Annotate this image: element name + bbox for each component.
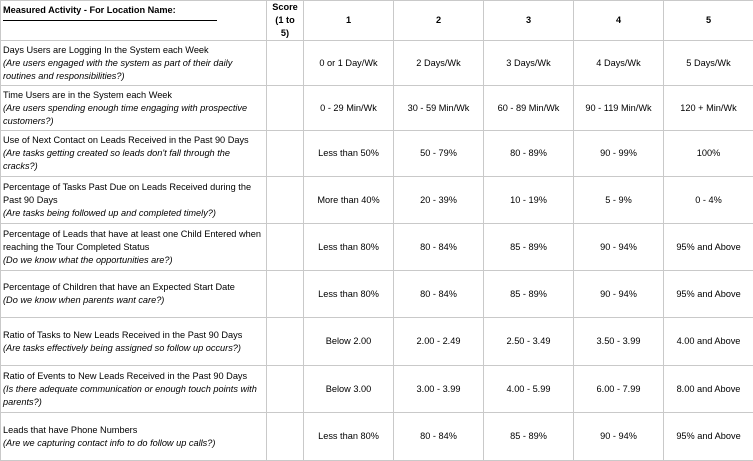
table-row xyxy=(1,224,753,271)
level-2-cell: 80 - 84% xyxy=(394,271,484,318)
score-cell[interactable] xyxy=(267,41,304,86)
level-3-cell: 85 - 89% xyxy=(484,413,574,461)
level-5-cell: 120 + Min/Wk xyxy=(664,86,753,131)
level-1-cell: Less than 80% xyxy=(304,413,394,461)
measure-question: (Are tasks effectively being assigned so follow up occurs?) xyxy=(3,342,262,355)
score-header-cell xyxy=(267,1,304,41)
header-row xyxy=(1,1,753,41)
level-1-cell: Less than 50% xyxy=(304,131,394,177)
level-3-cell: 80 - 89% xyxy=(484,131,574,177)
level-4-header: 4 xyxy=(574,1,664,41)
level-1-cell: Less than 80% xyxy=(304,271,394,318)
level-3-cell: 10 - 19% xyxy=(484,177,574,224)
score-cell[interactable] xyxy=(267,413,304,461)
level-4-cell: 5 - 9% xyxy=(574,177,664,224)
measure-title: Ratio of Events to New Leads Received in the Past 90 Days xyxy=(3,370,262,383)
measure-question: (Are users engaged with the system as part of their daily routines and responsibilities?) xyxy=(3,57,262,83)
measure-question: (Are tasks getting created so leads don't fall through the cracks?) xyxy=(3,147,262,173)
measure-title: Time Users are in the System each Week xyxy=(3,89,262,102)
score-cell[interactable] xyxy=(267,177,304,224)
measure-cell xyxy=(1,41,267,86)
level-4-cell: 4 Days/Wk xyxy=(574,41,664,86)
level-4-cell: 90 - 119 Min/Wk xyxy=(574,86,664,131)
score-cell[interactable] xyxy=(267,224,304,271)
level-3-cell: 2.50 - 3.49 xyxy=(484,318,574,366)
level-4-cell: 90 - 94% xyxy=(574,271,664,318)
measure-cell xyxy=(1,366,267,413)
level-2-cell: 80 - 84% xyxy=(394,413,484,461)
level-5-header: 5 xyxy=(664,1,753,41)
measure-cell xyxy=(1,413,267,461)
level-2-cell: 3.00 - 3.99 xyxy=(394,366,484,413)
level-2-cell: 30 - 59 Min/Wk xyxy=(394,86,484,131)
level-1-cell: 0 or 1 Day/Wk xyxy=(304,41,394,86)
measure-title: Days Users are Logging In the System each Week xyxy=(3,44,262,57)
measure-question: (Do we know when parents want care?) xyxy=(3,294,262,307)
table-row xyxy=(1,177,753,224)
level-2-cell: 20 - 39% xyxy=(394,177,484,224)
table-row xyxy=(1,131,753,177)
level-3-cell: 3 Days/Wk xyxy=(484,41,574,86)
measured-activity-header: Measured Activity - For Location Name: xyxy=(3,4,217,21)
score-cell[interactable] xyxy=(267,318,304,366)
score-cell[interactable] xyxy=(267,271,304,318)
level-4-cell: 6.00 - 7.99 xyxy=(574,366,664,413)
measure-question: (Do we know what the opportunities are?) xyxy=(3,254,262,267)
measure-question: (Are users spending enough time engaging with prospective customers?) xyxy=(3,102,262,128)
level-2-header: 2 xyxy=(394,1,484,41)
level-5-cell: 4.00 and Above xyxy=(664,318,753,366)
level-4-cell: 90 - 94% xyxy=(574,224,664,271)
level-3-header: 3 xyxy=(484,1,574,41)
measure-title: Use of Next Contact on Leads Received in the Past 90 Days xyxy=(3,134,262,147)
score-cell[interactable] xyxy=(267,86,304,131)
level-3-cell: 85 - 89% xyxy=(484,224,574,271)
level-1-cell: More than 40% xyxy=(304,177,394,224)
level-1-cell: Below 3.00 xyxy=(304,366,394,413)
measure-cell xyxy=(1,271,267,318)
level-1-cell: 0 - 29 Min/Wk xyxy=(304,86,394,131)
level-5-cell: 8.00 and Above xyxy=(664,366,753,413)
level-2-cell: 2.00 - 2.49 xyxy=(394,318,484,366)
level-5-cell: 0 - 4% xyxy=(664,177,753,224)
level-5-cell: 5 Days/Wk xyxy=(664,41,753,86)
table-row xyxy=(1,318,753,366)
table-row xyxy=(1,86,753,131)
level-4-cell: 90 - 99% xyxy=(574,131,664,177)
measure-question: (Is there adequate communication or enough touch points with parents?) xyxy=(3,383,262,409)
level-1-cell: Less than 80% xyxy=(304,224,394,271)
level-5-cell: 95% and Above xyxy=(664,413,753,461)
level-4-cell: 3.50 - 3.99 xyxy=(574,318,664,366)
score-header: Score (1 to 5) xyxy=(271,1,299,40)
table-row xyxy=(1,413,753,461)
level-2-cell: 50 - 79% xyxy=(394,131,484,177)
measure-question: (Are we capturing contact info to do follow up calls?) xyxy=(3,437,262,450)
level-2-cell: 80 - 84% xyxy=(394,224,484,271)
measure-question: (Are tasks being followed up and completed timely?) xyxy=(3,207,262,220)
measure-title: Ratio of Tasks to New Leads Received in the Past 90 Days xyxy=(3,329,262,342)
measure-title: Leads that have Phone Numbers xyxy=(3,424,262,437)
level-4-cell: 90 - 94% xyxy=(574,413,664,461)
measure-title: Percentage of Leads that have at least one Child Entered when reaching the Tour Completed Status xyxy=(3,228,262,254)
table-row xyxy=(1,366,753,413)
measure-cell xyxy=(1,86,267,131)
measure-cell xyxy=(1,131,267,177)
table-row xyxy=(1,41,753,86)
measure-cell xyxy=(1,224,267,271)
level-5-cell: 100% xyxy=(664,131,753,177)
level-5-cell: 95% and Above xyxy=(664,224,753,271)
level-1-header: 1 xyxy=(304,1,394,41)
score-cell[interactable] xyxy=(267,366,304,413)
measure-title: Percentage of Tasks Past Due on Leads Received during the Past 90 Days xyxy=(3,181,262,207)
table-row xyxy=(1,271,753,318)
level-1-cell: Below 2.00 xyxy=(304,318,394,366)
measure-title: Percentage of Children that have an Expected Start Date xyxy=(3,281,262,294)
level-3-cell: 60 - 89 Min/Wk xyxy=(484,86,574,131)
score-cell[interactable] xyxy=(267,131,304,177)
level-3-cell: 4.00 - 5.99 xyxy=(484,366,574,413)
measured-activity-header-cell xyxy=(1,1,267,41)
level-3-cell: 85 - 89% xyxy=(484,271,574,318)
level-5-cell: 95% and Above xyxy=(664,271,753,318)
level-2-cell: 2 Days/Wk xyxy=(394,41,484,86)
measure-cell xyxy=(1,177,267,224)
measure-cell xyxy=(1,318,267,366)
